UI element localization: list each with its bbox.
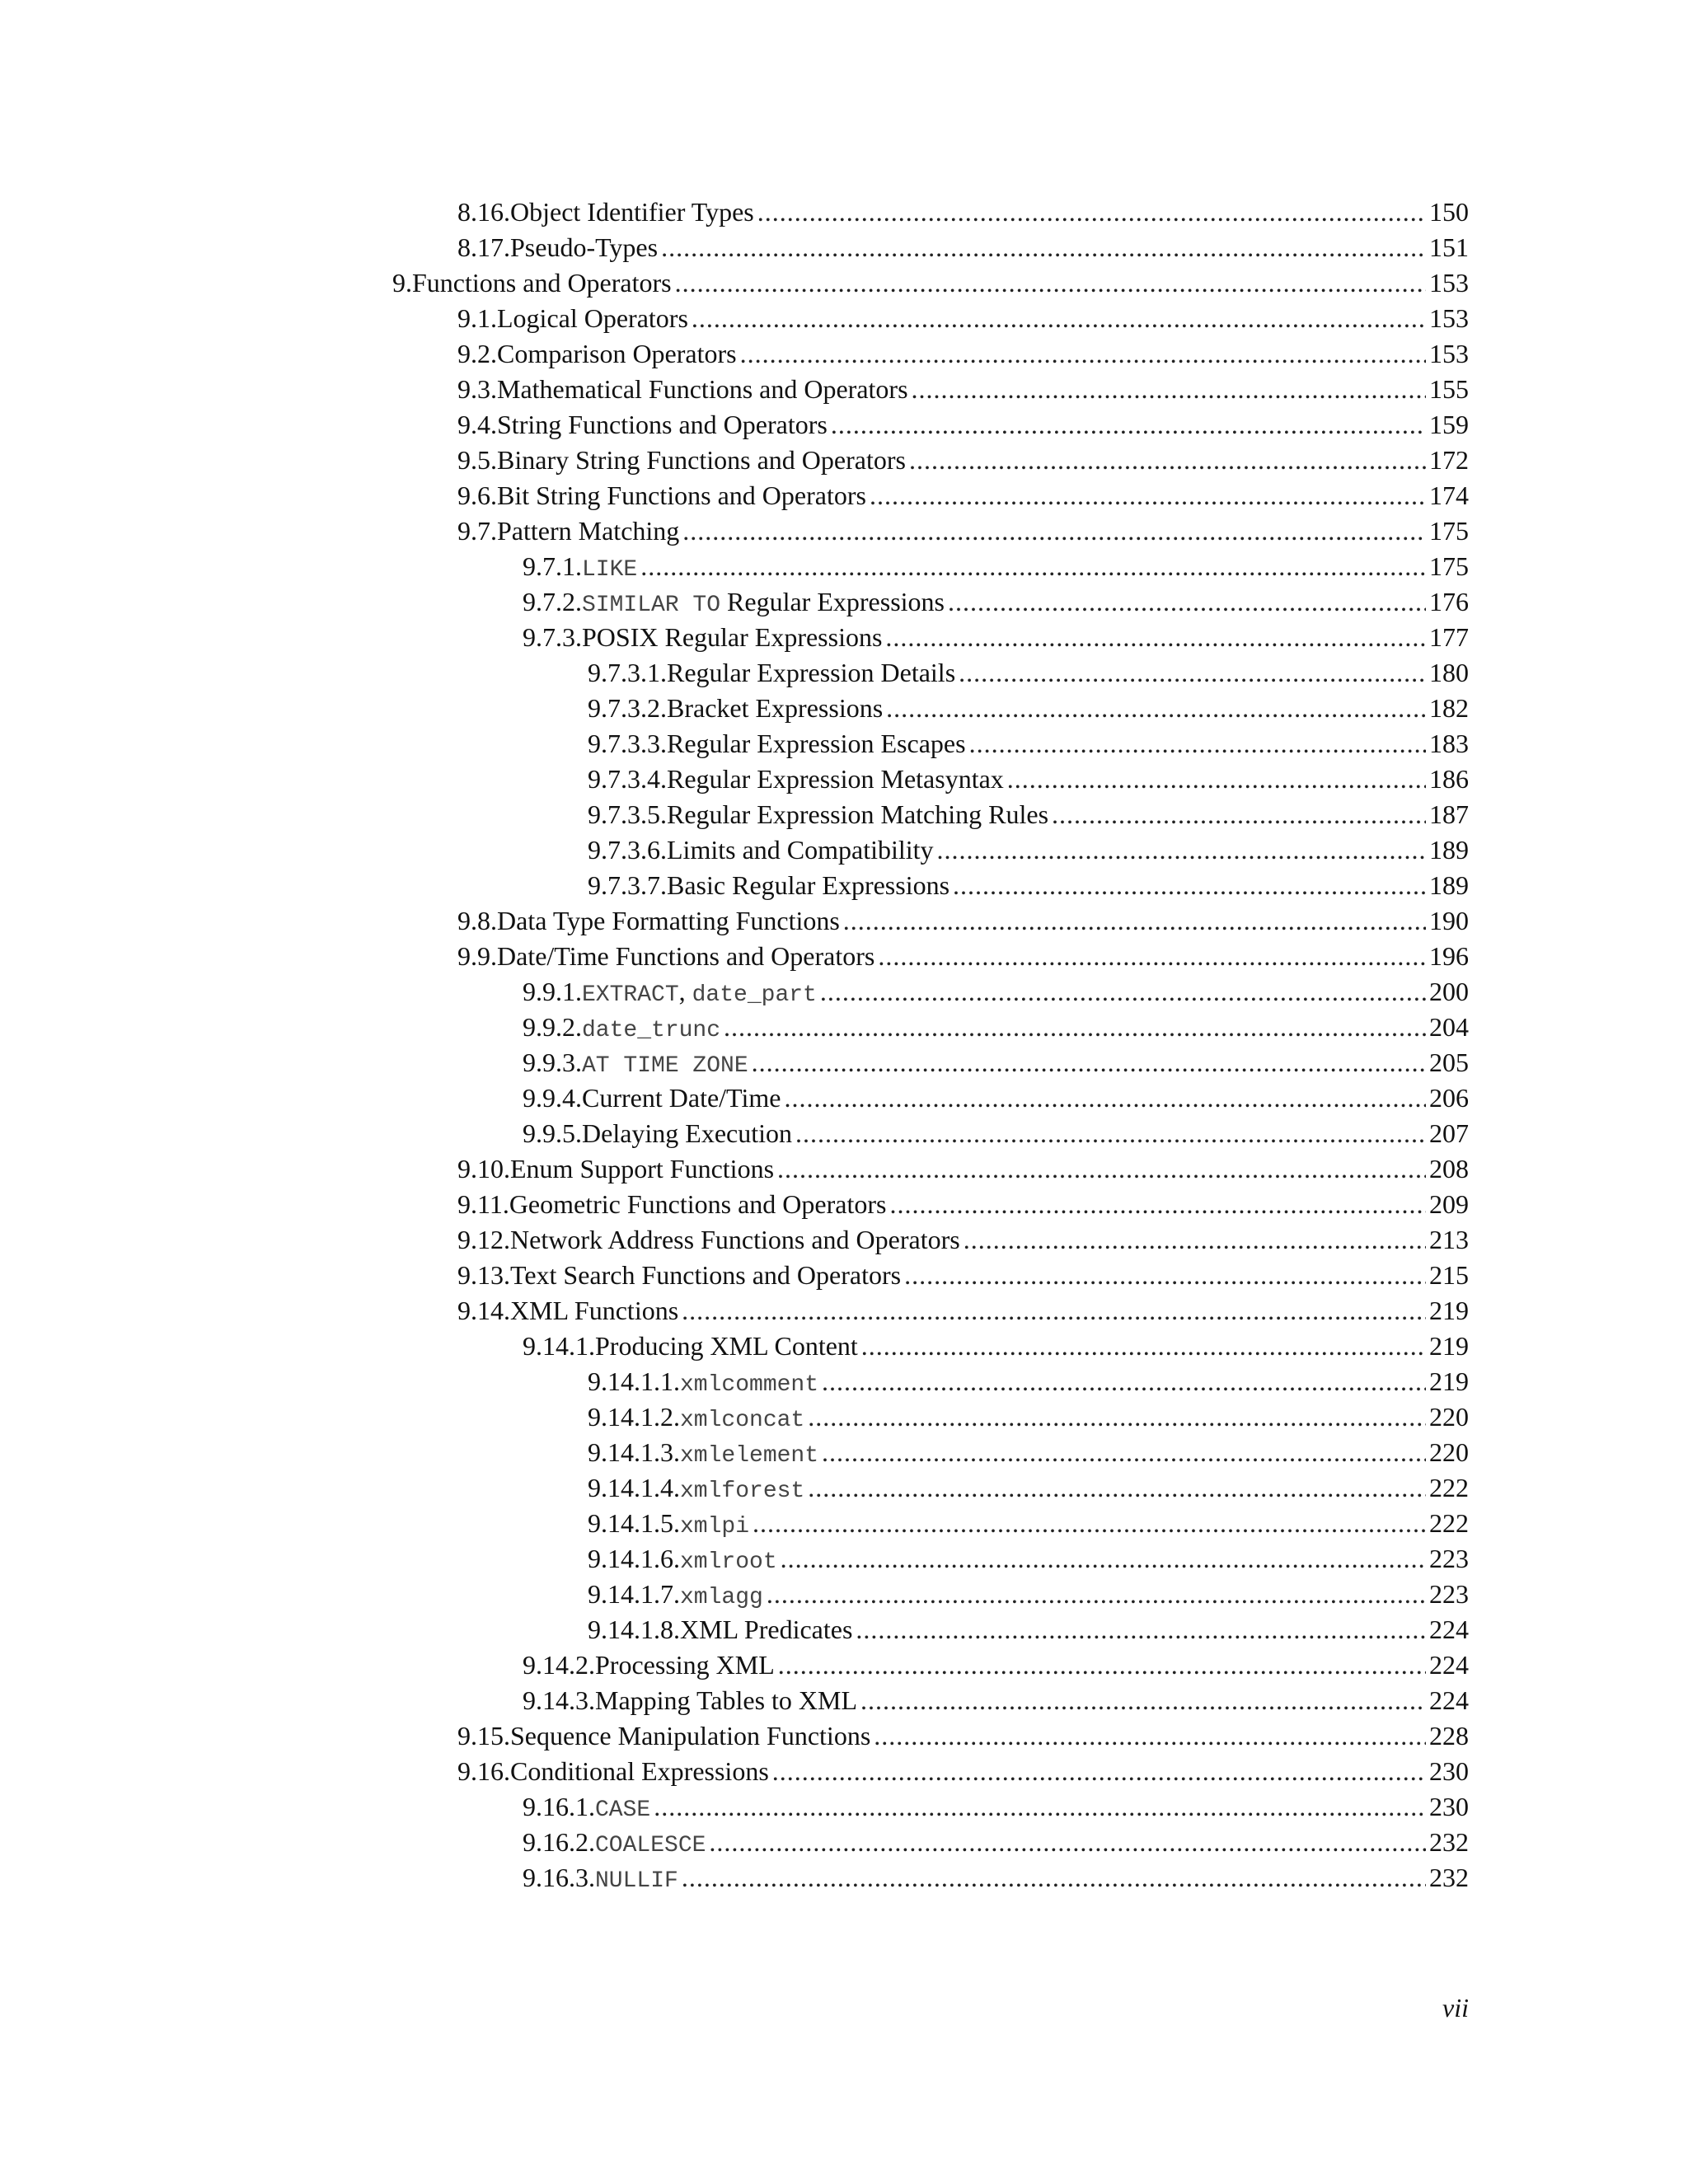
toc-entry-page-number: 153: [1429, 339, 1469, 368]
toc-entry-title: [497, 336, 737, 372]
toc-entry-title-text: Basic Regular Expressions: [667, 870, 950, 900]
toc-entry-page-number: 200: [1429, 977, 1469, 1006]
toc-entry-page-number: 180: [1429, 658, 1469, 687]
toc-entry-page-number: 153: [1429, 303, 1469, 333]
toc-entry-page-number: 190: [1429, 906, 1469, 935]
toc-dot-leader: [904, 1258, 1426, 1293]
toc-entry-code-term: AT TIME ZONE: [582, 1053, 748, 1079]
toc-entry-number: 9.14.1.2.: [588, 1402, 680, 1432]
toc-entry[interactable]: [0, 372, 1688, 407]
toc-entry[interactable]: [0, 1470, 1688, 1506]
toc-entry-number: 9.9.2.: [523, 1012, 582, 1042]
toc-entry-title: [680, 1470, 804, 1509]
toc-entry-page-number: 223: [1429, 1544, 1469, 1573]
toc-entry-page-number: 222: [1429, 1473, 1469, 1502]
toc-entry-title-text: Delaying Execution: [582, 1118, 793, 1148]
toc-entry-number: 9.2.: [457, 339, 497, 368]
toc-dot-leader: [682, 1293, 1426, 1329]
toc-dot-leader: [822, 1435, 1426, 1470]
toc-entry[interactable]: [0, 265, 1688, 301]
toc-entry-number: 9.8.: [457, 906, 497, 935]
toc-dot-leader: [682, 1860, 1426, 1896]
toc-entry-title: [595, 1789, 650, 1828]
toc-entry[interactable]: [0, 1080, 1688, 1116]
toc-entry-page-number: 177: [1429, 622, 1469, 652]
toc-entry-page-number: 220: [1429, 1402, 1469, 1432]
toc-entry-code-term: xmlroot: [680, 1549, 777, 1575]
toc-entry-page-number: 176: [1429, 587, 1469, 616]
toc-dot-leader: [795, 1116, 1426, 1151]
toc-entry-title-text: Limits and Compatibility: [667, 835, 934, 865]
toc-entry[interactable]: [0, 1506, 1688, 1541]
toc-entry[interactable]: [0, 443, 1688, 478]
toc-entry-number: 9.15.: [457, 1721, 510, 1750]
toc-entry-title: [667, 691, 883, 726]
toc-entry[interactable]: [0, 903, 1688, 939]
toc-dot-leader: [772, 1754, 1426, 1789]
toc-dot-leader: [661, 230, 1426, 265]
toc-dot-leader: [654, 1789, 1426, 1825]
toc-dot-leader: [948, 584, 1426, 620]
toc-entry-number: 9.14.3.: [523, 1685, 595, 1715]
toc-entry-number: 9.9.: [457, 941, 497, 971]
toc-entry-title: [680, 1506, 749, 1544]
toc-entry-title-text: String Functions and Operators: [497, 410, 828, 439]
toc-entry-title-text: Mapping Tables to XML: [595, 1685, 858, 1715]
toc-entry[interactable]: [0, 1329, 1688, 1364]
toc-entry-number: 9.7.3.: [523, 622, 582, 652]
toc-entry-title-text: Bracket Expressions: [667, 693, 884, 723]
toc-entry-title-text: Processing XML: [595, 1650, 775, 1680]
toc-entry-code-term: SIMILAR TO: [582, 593, 721, 618]
toc-entry[interactable]: [0, 974, 1688, 1010]
toc-dot-leader: [909, 443, 1426, 478]
toc-entry-number: 9.12.: [457, 1225, 510, 1254]
toc-dot-leader: [753, 1506, 1426, 1541]
toc-entry-number: 9.7.3.1.: [588, 658, 667, 687]
toc-dot-leader: [767, 1577, 1426, 1612]
toc-entry[interactable]: [0, 726, 1688, 762]
toc-entry-title: [412, 265, 672, 301]
toc-entry[interactable]: [0, 1577, 1688, 1612]
toc-entry[interactable]: [0, 1293, 1688, 1329]
toc-entry-title: [510, 1718, 870, 1754]
toc-entry-title-text: Object Identifier Types: [510, 197, 754, 227]
toc-entry-title: [510, 194, 754, 230]
toc-dot-leader: [964, 1222, 1426, 1258]
toc-entry-page-number: 230: [1429, 1756, 1469, 1786]
toc-dot-leader: [937, 832, 1426, 868]
toc-entry-title-text: Sequence Manipulation Functions: [510, 1721, 871, 1750]
toc-entry-title-text: Binary String Functions and Operators: [497, 445, 906, 475]
toc-dot-leader: [822, 1364, 1426, 1399]
toc-dot-leader: [692, 301, 1426, 336]
toc-entry-code-term: xmlelement: [680, 1443, 819, 1469]
toc-entry-title: [582, 974, 817, 1013]
toc-dot-leader: [843, 903, 1426, 939]
toc-entry[interactable]: [0, 1258, 1688, 1293]
toc-entry-title-text: Pseudo-Types: [510, 232, 659, 262]
toc-entry[interactable]: [0, 1151, 1688, 1187]
toc-entry-number: 9.7.3.3.: [588, 729, 667, 758]
toc-entry-title: [497, 407, 828, 443]
toc-entry-code-term: COALESCE: [595, 1833, 706, 1858]
toc-entry-code-term: date_part: [692, 982, 817, 1008]
toc-entry-page-number: 219: [1429, 1296, 1469, 1325]
toc-entry-number: 9.7.3.4.: [588, 764, 667, 794]
toc-entry-title: [497, 478, 866, 513]
toc-entry-number: 9.14.2.: [523, 1650, 595, 1680]
toc-dot-leader: [870, 478, 1426, 513]
toc-dot-leader: [740, 336, 1426, 372]
toc-entry-title: [680, 1435, 818, 1474]
toc-entry-title: [582, 1080, 781, 1116]
toc-entry-number: 9.14.1.3.: [588, 1437, 680, 1467]
toc-entry-title: [497, 372, 908, 407]
toc-entry-page-number: 219: [1429, 1331, 1469, 1361]
toc-entry-title: [582, 620, 882, 655]
toc-entry[interactable]: [0, 1860, 1688, 1896]
toc-entry-number: 9.7.1.: [523, 551, 582, 581]
toc-entry-title-text: Pattern Matching: [497, 516, 680, 546]
toc-entry[interactable]: [0, 1789, 1688, 1825]
toc-entry[interactable]: [0, 762, 1688, 797]
toc-entry-title: [595, 1860, 678, 1899]
toc-entry-title-text: Network Address Functions and Operators: [510, 1225, 960, 1254]
toc-entry-code-term: LIKE: [582, 557, 638, 583]
toc-entry[interactable]: [0, 1222, 1688, 1258]
toc-dot-leader: [781, 1541, 1426, 1577]
toc-entry-page-number: 183: [1429, 729, 1469, 758]
toc-entry-number: 9.9.5.: [523, 1118, 582, 1148]
toc-entry-number: 9.7.: [457, 516, 497, 546]
toc-dot-leader: [777, 1151, 1426, 1187]
toc-entry-number: 9.10.: [457, 1154, 510, 1183]
toc-dot-leader: [640, 549, 1426, 584]
toc-dot-leader: [675, 265, 1426, 301]
toc-entry-page-number: 220: [1429, 1437, 1469, 1467]
toc-entry-page-number: 206: [1429, 1083, 1469, 1113]
toc-entry[interactable]: [0, 1647, 1688, 1683]
toc-entry-title-text: Logical Operators: [497, 303, 688, 333]
toc-dot-leader: [820, 974, 1426, 1010]
toc-entry-title: [510, 230, 658, 265]
toc-entry-page-number: 175: [1429, 551, 1469, 581]
toc-entry-title-text: Geometric Functions and Operators: [509, 1189, 887, 1219]
toc-dot-leader: [861, 1329, 1426, 1364]
toc-entry-number: 9.14.1.8.: [588, 1615, 680, 1644]
toc-entry-number: 9.16.2.: [523, 1827, 595, 1857]
toc-entry-title: [497, 443, 906, 478]
toc-entry-code-term: EXTRACT: [582, 982, 679, 1008]
toc-entry-code-term: date_trunc: [582, 1018, 721, 1043]
toc-entry-number: 9.14.1.4.: [588, 1473, 680, 1502]
toc-entry-number: 9.7.3.6.: [588, 835, 667, 865]
toc-entry-title-text: Regular Expression Matching Rules: [667, 799, 1049, 829]
toc-entry-page-number: 222: [1429, 1508, 1469, 1538]
toc-entry-title: [680, 1612, 852, 1647]
toc-entry[interactable]: [0, 407, 1688, 443]
toc-entry-page-number: 151: [1429, 232, 1469, 262]
toc-entry-title: [667, 655, 955, 691]
toc-entry-page-number: 215: [1429, 1260, 1469, 1290]
toc-entry-title: [595, 1825, 706, 1863]
toc-entry-title-text: POSIX Regular Expressions: [582, 622, 883, 652]
toc-entry-page-number: 204: [1429, 1012, 1469, 1042]
toc-entry-page-number: 213: [1429, 1225, 1469, 1254]
toc-entry[interactable]: [0, 513, 1688, 549]
toc-entry[interactable]: [0, 230, 1688, 265]
toc-entry[interactable]: [0, 1187, 1688, 1222]
toc-entry-page-number: 209: [1429, 1189, 1469, 1219]
toc-entry-number: 9.11.: [457, 1189, 509, 1219]
toc-dot-leader: [889, 1187, 1426, 1222]
toc-entry-number: 9.: [392, 268, 412, 298]
toc-entry-title: [667, 762, 1004, 797]
toc-entry-number: 9.16.: [457, 1756, 510, 1786]
toc-entry-page-number: 153: [1429, 268, 1469, 298]
toc-entry-title: [510, 1258, 901, 1293]
toc-entry-number: 9.7.3.5.: [588, 799, 667, 829]
toc-entry-title-text: Conditional Expressions: [510, 1756, 769, 1786]
toc-entry-title: [667, 726, 966, 762]
toc-entry[interactable]: [0, 549, 1688, 584]
toc-entry-title-text: XML Predicates: [680, 1615, 853, 1644]
toc-entry-page-number: 174: [1429, 480, 1469, 510]
toc-entry-number: 9.16.3.: [523, 1863, 595, 1892]
toc-entry-title: [497, 513, 679, 549]
toc-entry-title-text: Current Date/Time: [582, 1083, 781, 1113]
toc-entry-number: 9.9.4.: [523, 1083, 582, 1113]
toc-entry-title: [680, 1364, 818, 1403]
toc-entry-page-number: 232: [1429, 1827, 1469, 1857]
toc-entry-number: 9.14.1.1.: [588, 1366, 680, 1396]
toc-entry-title: [497, 903, 840, 939]
toc-entry[interactable]: [0, 655, 1688, 691]
toc-entry-code-term: CASE: [595, 1797, 651, 1823]
toc-entry[interactable]: [0, 194, 1688, 230]
toc-entry-number: 9.3.: [457, 374, 497, 404]
toc-entry-page-number: 150: [1429, 197, 1469, 227]
toc-dot-leader: [752, 1045, 1426, 1080]
toc-dot-leader: [757, 194, 1426, 230]
toc-entry-title: [667, 832, 934, 868]
toc-entry[interactable]: [0, 478, 1688, 513]
toc-entry-title: [595, 1647, 775, 1683]
toc-entry-title-text: Date/Time Functions and Operators: [497, 941, 875, 971]
toc-entry[interactable]: [0, 336, 1688, 372]
toc-dot-leader: [724, 1010, 1426, 1045]
toc-entry-page-number: 205: [1429, 1047, 1469, 1077]
toc-dot-leader: [886, 691, 1426, 726]
toc-dot-leader: [885, 620, 1426, 655]
toc-entry-title: [509, 1187, 887, 1222]
toc-entry-title: [582, 1116, 792, 1151]
toc-entry-page-number: 207: [1429, 1118, 1469, 1148]
toc-entry-number: 9.6.: [457, 480, 497, 510]
toc-entry-page-number: 196: [1429, 941, 1469, 971]
toc-entry-number: 9.13.: [457, 1260, 510, 1290]
toc-entry-title: [582, 1045, 748, 1084]
toc-entry-number: 8.17.: [457, 232, 510, 262]
toc-entry-title: [582, 584, 945, 623]
toc-dot-leader: [682, 513, 1426, 549]
toc-entry-title-text: Regular Expression Escapes: [667, 729, 966, 758]
toc-entry-title: [510, 1754, 769, 1789]
toc-entry-page-number: 224: [1429, 1615, 1469, 1644]
toc-entry-title: [510, 1151, 774, 1187]
toc-entry-title-text: Regular Expression Metasyntax: [667, 764, 1004, 794]
toc-entry[interactable]: [0, 1435, 1688, 1470]
toc-entry-number: 9.16.1.: [523, 1792, 595, 1821]
toc-entry-page-number: 159: [1429, 410, 1469, 439]
toc-entry-page-number: 189: [1429, 870, 1469, 900]
toc-entry[interactable]: [0, 1010, 1688, 1045]
toc-dot-leader: [831, 407, 1426, 443]
toc-entry-title: [680, 1577, 763, 1615]
toc-entry-title-text: Enum Support Functions: [510, 1154, 775, 1183]
toc-entry-page-number: 228: [1429, 1721, 1469, 1750]
toc-entry-title-text: Regular Expressions: [720, 587, 945, 616]
toc-entry-title-text: XML Functions: [510, 1296, 679, 1325]
toc-entry-number: 9.1.: [457, 303, 497, 333]
toc-entry-title: [667, 797, 1048, 832]
toc-entry-title: [680, 1399, 804, 1438]
toc-entry[interactable]: [0, 1364, 1688, 1399]
toc-entry-number: 9.14.: [457, 1296, 510, 1325]
toc-entry-title: [510, 1293, 678, 1329]
toc-entry-number: 9.9.3.: [523, 1047, 582, 1077]
toc-entry-code-term: xmlagg: [680, 1585, 763, 1610]
toc-entry-page-number: 175: [1429, 516, 1469, 546]
toc-dot-leader: [1007, 762, 1426, 797]
toc-entry[interactable]: [0, 832, 1688, 868]
toc-dot-leader: [912, 372, 1426, 407]
toc-dot-leader: [874, 1718, 1426, 1754]
toc-entry-title: [595, 1683, 857, 1718]
toc-entry-number: 9.14.1.: [523, 1331, 595, 1361]
toc-dot-leader: [959, 655, 1426, 691]
toc-entry-code-term: xmlpi: [680, 1514, 750, 1540]
toc-entry-page-number: 155: [1429, 374, 1469, 404]
toc-entry-number: 9.14.1.6.: [588, 1544, 680, 1573]
toc-entry[interactable]: [0, 1754, 1688, 1789]
toc-dot-leader: [856, 1612, 1426, 1647]
toc-dot-leader: [860, 1683, 1426, 1718]
toc-entry-code-term: NULLIF: [595, 1868, 678, 1894]
toc-dot-leader: [1052, 797, 1426, 832]
toc-entry-title-text: Mathematical Functions and Operators: [497, 374, 908, 404]
toc-dot-leader: [969, 726, 1426, 762]
toc-dot-leader: [878, 939, 1426, 974]
toc-entry[interactable]: [0, 584, 1688, 620]
page-number: vii: [1442, 1993, 1469, 2022]
toc-entry-code-term: xmlconcat: [680, 1408, 805, 1433]
toc-entry[interactable]: [0, 301, 1688, 336]
toc-entry[interactable]: [0, 939, 1688, 974]
toc-entry-number: 9.4.: [457, 410, 497, 439]
toc-dot-leader: [709, 1825, 1426, 1860]
toc-entry[interactable]: [0, 1045, 1688, 1080]
toc-entry-code-term: xmlforest: [680, 1479, 805, 1504]
toc-entry-title-text: Bit String Functions and Operators: [497, 480, 866, 510]
toc-dot-leader: [778, 1647, 1426, 1683]
toc-entry[interactable]: [0, 691, 1688, 726]
toc-entry-page-number: 219: [1429, 1366, 1469, 1396]
toc-entry-page-number: 224: [1429, 1685, 1469, 1715]
toc-entry-number: 9.9.1.: [523, 977, 582, 1006]
toc-entry-number: 9.7.3.7.: [588, 870, 667, 900]
toc-entry-title: [582, 1010, 720, 1048]
toc-entry-title-text: Text Search Functions and Operators: [510, 1260, 902, 1290]
toc-entry-page-number: 208: [1429, 1154, 1469, 1183]
toc-entry[interactable]: [0, 620, 1688, 655]
toc-dot-leader: [808, 1470, 1426, 1506]
toc-entry[interactable]: [0, 1541, 1688, 1577]
toc-entry-page-number: 230: [1429, 1792, 1469, 1821]
toc-entry[interactable]: [0, 1612, 1688, 1647]
toc-entry-title: [497, 939, 874, 974]
table-of-contents: [0, 194, 1688, 1896]
toc-entry[interactable]: [0, 1399, 1688, 1435]
toc-entry-number: 9.7.3.2.: [588, 693, 667, 723]
toc-entry-page-number: 223: [1429, 1579, 1469, 1609]
toc-entry-page-number: 232: [1429, 1863, 1469, 1892]
toc-entry-title-text: Data Type Formatting Functions: [497, 906, 840, 935]
toc-entry[interactable]: [0, 1683, 1688, 1718]
toc-dot-leader: [953, 868, 1426, 903]
toc-entry-page-number: 187: [1429, 799, 1469, 829]
toc-entry-title-text: ,: [678, 977, 692, 1006]
toc-dot-leader: [784, 1080, 1426, 1116]
toc-entry-page-number: 186: [1429, 764, 1469, 794]
toc-entry-page-number: 182: [1429, 693, 1469, 723]
toc-entry-title-text: Functions and Operators: [412, 268, 672, 298]
toc-entry[interactable]: [0, 1825, 1688, 1860]
toc-entry-title: [667, 868, 950, 903]
toc-entry-page-number: 189: [1429, 835, 1469, 865]
toc-entry[interactable]: [0, 797, 1688, 832]
toc-entry-title: [680, 1541, 777, 1580]
toc-entry-title: [510, 1222, 960, 1258]
toc-entry[interactable]: [0, 868, 1688, 903]
toc-dot-leader: [808, 1399, 1426, 1435]
toc-entry-number: 9.14.1.7.: [588, 1579, 680, 1609]
toc-entry-number: 9.5.: [457, 445, 497, 475]
toc-entry-title-text: Producing XML Content: [595, 1331, 858, 1361]
toc-entry-title-text: Regular Expression Details: [667, 658, 956, 687]
toc-entry-page-number: 172: [1429, 445, 1469, 475]
toc-entry-page-number: 224: [1429, 1650, 1469, 1680]
toc-entry-number: 8.16.: [457, 197, 510, 227]
toc-entry-number: 9.14.1.5.: [588, 1508, 680, 1538]
toc-entry-title: [582, 549, 637, 588]
toc-entry-title-text: Comparison Operators: [497, 339, 737, 368]
toc-entry-number: 9.7.2.: [523, 587, 582, 616]
toc-entry[interactable]: [0, 1116, 1688, 1151]
toc-entry-code-term: xmlcomment: [680, 1372, 819, 1398]
toc-entry-title: [595, 1329, 858, 1364]
toc-entry-title: [497, 301, 688, 336]
toc-entry[interactable]: [0, 1718, 1688, 1754]
